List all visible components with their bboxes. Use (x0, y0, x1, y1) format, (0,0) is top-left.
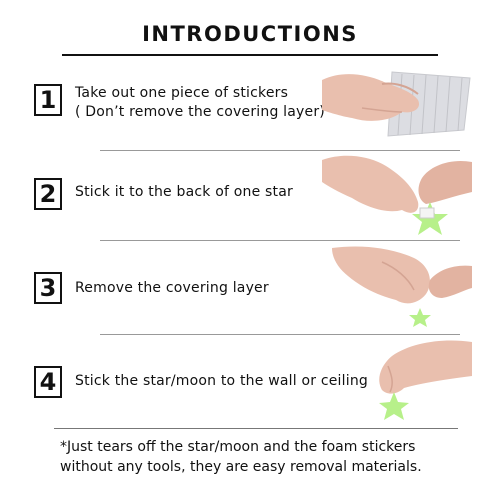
step-1 (0, 60, 500, 144)
step-2 (0, 152, 500, 236)
step-number-box: 2 (34, 178, 62, 210)
title-underline (62, 54, 438, 56)
step-number-box: 4 (34, 366, 62, 398)
step-4-photo (322, 336, 472, 420)
step-instruction-line: Remove the covering layer (75, 280, 269, 296)
step-1-photo (322, 60, 472, 144)
step-instruction-line: ( Don’t remove the covering layer) (75, 104, 325, 120)
step-4 (0, 336, 500, 420)
step-instruction-line: Stick it to the back of one star (75, 184, 293, 200)
usage-note (60, 437, 480, 477)
step-divider (100, 240, 460, 241)
page-title: INTRODUCTIONS (142, 22, 358, 46)
step-number-box: 3 (34, 272, 62, 304)
step-divider (100, 150, 460, 151)
step-divider (100, 334, 460, 335)
usage-note-line: without any tools, they are easy removal materials. (60, 459, 422, 475)
usage-note-line: *Just tears off the star/moon and the foam stickers (60, 439, 416, 455)
step-instruction (75, 279, 269, 298)
step-number-box: 1 (34, 84, 62, 116)
step-instruction (75, 183, 293, 202)
step-instruction-line: Take out one piece of stickers (75, 85, 289, 101)
step-2-photo (322, 152, 472, 236)
step-3-photo (322, 244, 472, 328)
step-instruction-line: Stick the star/moon to the wall or ceiling (75, 373, 368, 389)
note-divider (54, 428, 458, 429)
step-3 (0, 244, 500, 328)
step-instruction (75, 84, 325, 122)
